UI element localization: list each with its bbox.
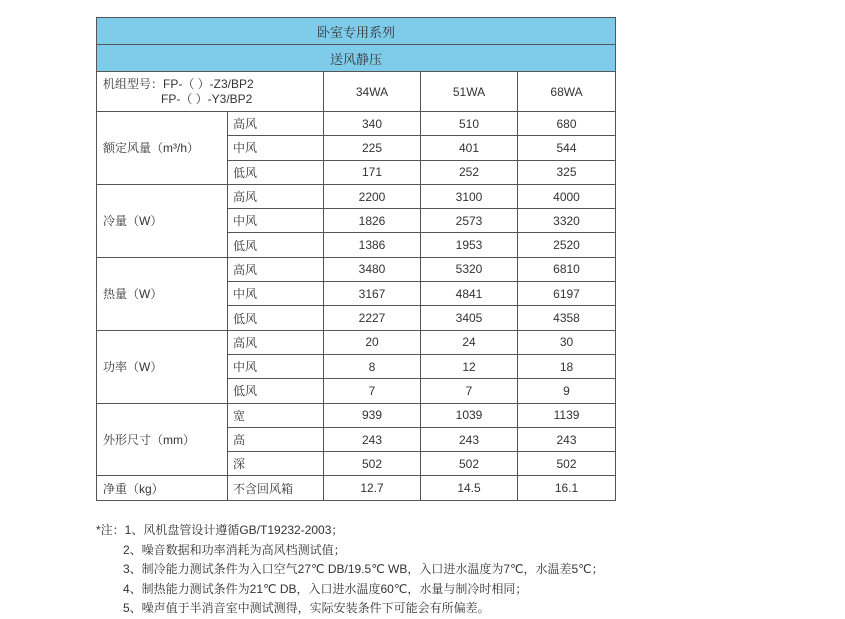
- sub-label: 高风: [228, 257, 324, 281]
- value-cell: 243: [518, 427, 616, 451]
- group-label: 外形尺寸（mm）: [97, 403, 228, 476]
- note: 4、制热能力测试条件为21℃ DB，入口进水温度60℃，水量与制冷时相同；: [123, 581, 528, 596]
- sub-label: 不含回风箱: [228, 476, 324, 500]
- value-cell: 5320: [421, 257, 518, 281]
- sub-label: 高风: [228, 112, 324, 136]
- table-row: [97, 112, 616, 136]
- value-cell: 8: [324, 354, 421, 378]
- value-cell: 4841: [421, 282, 518, 306]
- value-cell: 243: [421, 427, 518, 451]
- value-cell: 1039: [421, 403, 518, 427]
- note: 2、噪音数据和功率消耗为高风档测试值；: [123, 542, 346, 557]
- notes: [96, 521, 604, 619]
- value-cell: 12: [421, 354, 518, 378]
- table-row: [97, 257, 616, 281]
- model-label: [97, 72, 324, 112]
- table-row: [97, 184, 616, 208]
- value-cell: 30: [518, 330, 616, 354]
- column-header: 68WA: [518, 72, 616, 112]
- value-cell: 3480: [324, 257, 421, 281]
- value-cell: 2573: [421, 209, 518, 233]
- sub-label: 宽: [228, 403, 324, 427]
- spec-table: [96, 17, 616, 501]
- value-cell: 9: [518, 379, 616, 403]
- value-cell: 225: [324, 136, 421, 160]
- value-cell: 1386: [324, 233, 421, 257]
- table-row: [97, 330, 616, 354]
- value-cell: 6197: [518, 282, 616, 306]
- value-cell: 325: [518, 160, 616, 184]
- value-cell: 7: [421, 379, 518, 403]
- model-label-line1: 机组型号：FP-（ ）-Z3/BP2: [103, 76, 254, 91]
- value-cell: 2227: [324, 306, 421, 330]
- value-cell: 502: [421, 452, 518, 476]
- sub-label: 高: [228, 427, 324, 451]
- sub-label: 中风: [228, 282, 324, 306]
- sub-label: 中风: [228, 209, 324, 233]
- note: *注：1、风机盘管设计遵循GB/T19232-2003；: [96, 523, 344, 537]
- value-cell: 1139: [518, 403, 616, 427]
- table-title: 卧室专用系列: [97, 18, 616, 45]
- value-cell: 4358: [518, 306, 616, 330]
- note: 3、制冷能力测试条件为入口空气27℃ DB/19.5℃ WB，入口进水温度为7℃，水温差5℃；: [123, 562, 604, 577]
- value-cell: 171: [324, 160, 421, 184]
- value-cell: 1953: [421, 233, 518, 257]
- sub-label: 深: [228, 452, 324, 476]
- value-cell: 510: [421, 112, 518, 136]
- value-cell: 12.7: [324, 476, 421, 500]
- table-row: [97, 403, 616, 427]
- value-cell: 4000: [518, 184, 616, 208]
- column-header: 34WA: [324, 72, 421, 112]
- table-subtitle: 送风静压: [97, 45, 616, 72]
- value-cell: 1826: [324, 209, 421, 233]
- sub-label: 低风: [228, 233, 324, 257]
- value-cell: 3405: [421, 306, 518, 330]
- column-header: 51WA: [421, 72, 518, 112]
- table-row: [97, 476, 616, 500]
- group-label: 热量（W）: [97, 257, 228, 330]
- value-cell: 7: [324, 379, 421, 403]
- value-cell: 24: [421, 330, 518, 354]
- value-cell: 3100: [421, 184, 518, 208]
- group-label: 额定风量（m³/h）: [97, 112, 228, 185]
- sub-label: 低风: [228, 379, 324, 403]
- sub-label: 中风: [228, 136, 324, 160]
- group-label: 冷量（W）: [97, 184, 228, 257]
- value-cell: 243: [324, 427, 421, 451]
- value-cell: 2200: [324, 184, 421, 208]
- sub-label: 高风: [228, 330, 324, 354]
- value-cell: 544: [518, 136, 616, 160]
- sub-label: 中风: [228, 354, 324, 378]
- value-cell: 340: [324, 112, 421, 136]
- value-cell: 6810: [518, 257, 616, 281]
- value-cell: 14.5: [421, 476, 518, 500]
- value-cell: 18: [518, 354, 616, 378]
- value-cell: 16.1: [518, 476, 616, 500]
- value-cell: 2520: [518, 233, 616, 257]
- group-label: 功率（W）: [97, 330, 228, 403]
- value-cell: 401: [421, 136, 518, 160]
- value-cell: 502: [324, 452, 421, 476]
- note: 5、噪声值于半消音室中测试测得，实际安装条件下可能会有所偏差。: [123, 601, 490, 616]
- sub-label: 低风: [228, 306, 324, 330]
- value-cell: 20: [324, 330, 421, 354]
- sub-label: 低风: [228, 160, 324, 184]
- group-label: 净重（kg）: [97, 476, 228, 500]
- value-cell: 680: [518, 112, 616, 136]
- value-cell: 3320: [518, 209, 616, 233]
- sub-label: 高风: [228, 184, 324, 208]
- value-cell: 3167: [324, 282, 421, 306]
- value-cell: 502: [518, 452, 616, 476]
- model-label-line2: FP-（ ）-Y3/BP2: [161, 91, 253, 106]
- value-cell: 252: [421, 160, 518, 184]
- value-cell: 939: [324, 403, 421, 427]
